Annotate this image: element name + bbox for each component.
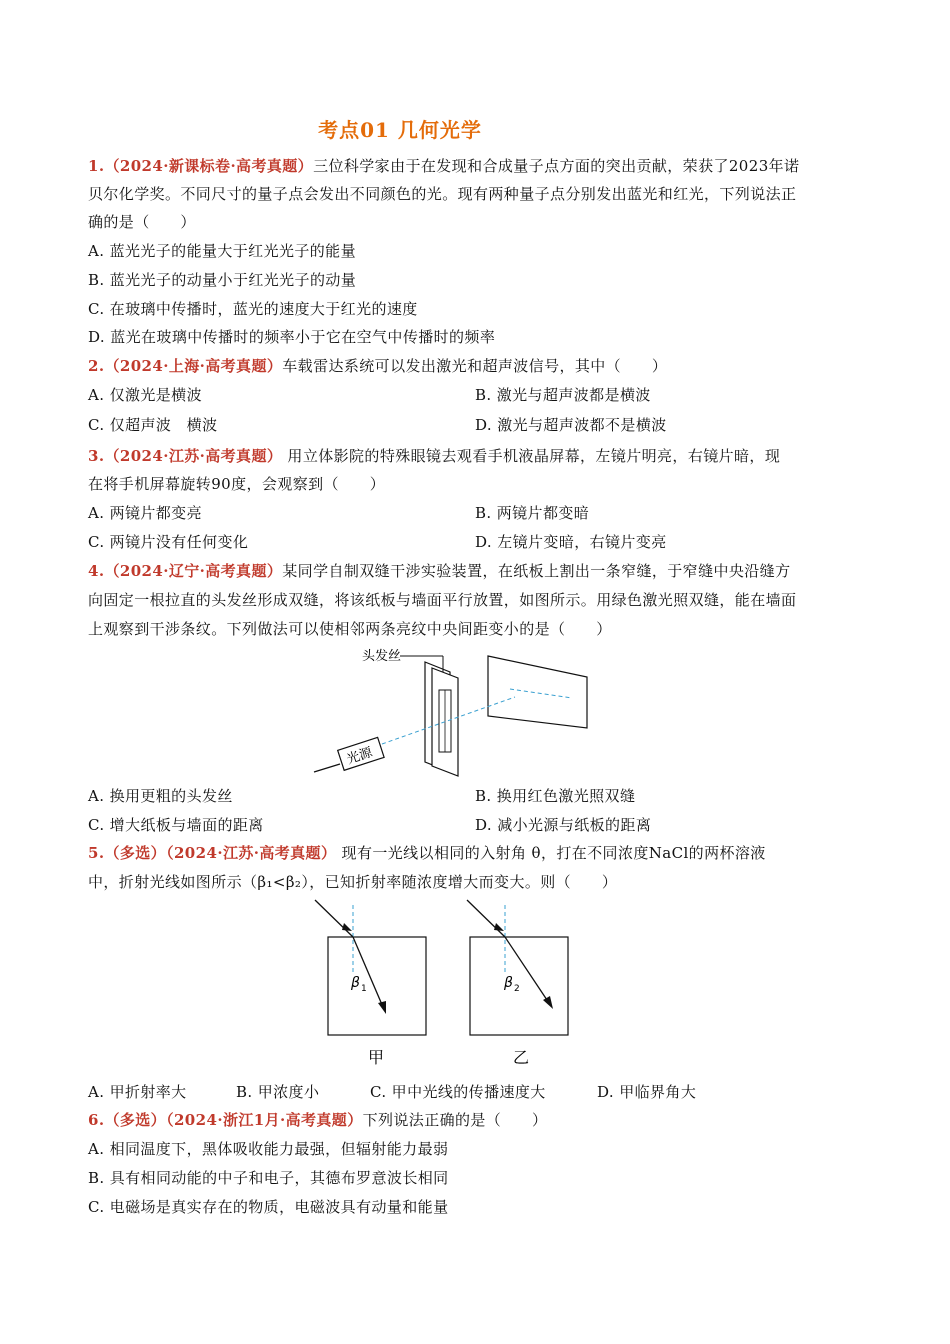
beta2-subscript: 2 xyxy=(514,984,520,994)
q5-number: 5. xyxy=(88,844,105,862)
q3-option-d: D. 左镜片变暗，右镜片变亮 xyxy=(475,533,667,551)
q3-option-a: A. 两镜片都变亮 xyxy=(88,504,202,522)
q1-option-c: C. 在玻璃中传播时，蓝光的速度大于红光的速度 xyxy=(88,300,418,318)
q4-stem-line3: 上观察到干涉条纹。下列做法可以使相邻两条亮纹中央间距变小的是（ ） xyxy=(88,620,612,638)
light-source xyxy=(338,737,384,770)
beta1-label: β xyxy=(351,975,360,991)
q2-option-b: B. 激光与超声波都是横波 xyxy=(475,386,651,404)
q2-number: 2. xyxy=(88,357,105,375)
incident-arrowhead-yi xyxy=(494,923,504,931)
q4-text-1: 某同学自制双缝干涉实验装置，在纸板上割出一条窄缝，于窄缝中央沿缝方 xyxy=(282,562,791,580)
q3-source: （2024·江苏·高考真题） xyxy=(104,447,283,465)
q5-option-c: C. 甲中光线的传播速度大 xyxy=(370,1083,546,1101)
q4-option-b: B. 换用红色激光照双缝 xyxy=(475,787,636,805)
cup-jia xyxy=(328,937,426,1035)
q5-option-d: D. 甲临界角大 xyxy=(597,1083,697,1101)
q2-stem-line1 xyxy=(88,356,863,376)
q5-stem-line1 xyxy=(88,843,863,863)
q2-option-c: C. 仅超声波 横波 xyxy=(88,416,218,434)
q2-text-1: 车载雷达系统可以发出激光和超声波信号，其中（ ） xyxy=(282,357,668,375)
q3-text-1: 用立体影院的特殊眼镜去观看手机液晶屏幕，左镜片明亮，右镜片暗，现 xyxy=(282,447,781,465)
q1-option-d: D. 蓝光在玻璃中传播时的频率小于它在空气中传播时的频率 xyxy=(88,328,496,346)
light-source-cable xyxy=(314,764,340,772)
q5-stem-line2: 中，折射光线如图所示（β₁<β₂），已知折射率随浓度增大而变大。则（ ） xyxy=(88,873,618,891)
q1-option-b: B. 蓝光光子的动量小于红光光子的动量 xyxy=(88,271,357,289)
refracted-arrowhead-yi xyxy=(543,996,553,1009)
q1-source: （2024·新课标卷·高考真题） xyxy=(104,157,314,175)
incident-arrowhead-jia xyxy=(342,923,352,931)
q1-text-1: 三位科学家由于在发现和合成量子点方面的突出贡献，荣获了2023年诺 xyxy=(313,157,800,175)
q3-stem-line2: 在将手机屏幕旋转90度，会观察到（ ） xyxy=(88,475,386,493)
q5-option-a: A. 甲折射率大 xyxy=(88,1083,187,1101)
q4-source: （2024·辽宁·高考真题） xyxy=(104,562,283,580)
q3-option-b: B. 两镜片都变暗 xyxy=(475,504,590,522)
q4-option-c: C. 增大纸板与墙面的距离 xyxy=(88,816,264,834)
page-title: 考点01 几何光学 xyxy=(318,118,482,142)
q6-option-a: A. 相同温度下，黑体吸收能力最强，但辐射能力最弱 xyxy=(88,1140,449,1158)
q6-option-c: C. 电磁场是真实存在的物质，电磁波具有动量和能量 xyxy=(88,1198,449,1216)
q1-stem-line3: 确的是（ ） xyxy=(88,213,196,231)
q4-number: 4. xyxy=(88,562,105,580)
q5-source: （多选）（2024·江苏·高考真题） xyxy=(104,844,337,862)
q1-stem-line1 xyxy=(88,156,863,176)
label-jia: 甲 xyxy=(368,1048,385,1067)
beta2-label: β xyxy=(504,975,513,991)
incident-ray-jia xyxy=(315,900,353,937)
q4-stem-line1 xyxy=(88,561,863,581)
q2-option-d: D. 激光与超声波都不是横波 xyxy=(475,416,667,434)
beta1-subscript: 1 xyxy=(361,984,367,994)
q3-stem-line1 xyxy=(88,446,863,466)
q3-option-c: C. 两镜片没有任何变化 xyxy=(88,533,249,551)
q1-number: 1. xyxy=(88,157,105,175)
q1-stem-line2: 贝尔化学奖。不同尺寸的量子点会发出不同颜色的光。现有两种量子点分别发出蓝光和红光，下列说法正 xyxy=(88,185,797,203)
q5-option-b: B. 甲浓度小 xyxy=(236,1083,320,1101)
double-slit-figure xyxy=(300,642,600,782)
hair-label: 头发丝 xyxy=(362,649,402,664)
q4-option-a: A. 换用更粗的头发丝 xyxy=(88,787,233,805)
q1-option-a: A. 蓝光光子的能量大于红光光子的能量 xyxy=(88,242,356,260)
wall-screen xyxy=(488,656,587,728)
q4-stem-line2: 向固定一根拉直的头发丝形成双缝，将该纸板与墙面平行放置，如图所示。用绿色激光照双缝，能在墙面 xyxy=(88,591,797,609)
q2-source: （2024·上海·高考真题） xyxy=(104,357,283,375)
q4-option-d: D. 减小光源与纸板的距离 xyxy=(475,816,652,834)
q6-stem-line1 xyxy=(88,1110,863,1130)
q5-text-1: 现有一光线以相同的入射角 θ，打在不同浓度NaCl的两杯溶液 xyxy=(336,844,766,862)
refracted-ray-jia xyxy=(353,937,383,1007)
q6-text-1: 下列说法正确的是（ ） xyxy=(362,1111,548,1129)
refraction-figure xyxy=(305,895,585,1075)
q6-source: （多选）（2024·浙江1月·高考真题） xyxy=(104,1111,363,1129)
q3-number: 3. xyxy=(88,447,105,465)
refracted-arrowhead-jia xyxy=(378,1001,386,1014)
light-source-label: 光源 xyxy=(344,745,375,768)
q6-option-b: B. 具有相同动能的中子和电子，其德布罗意波长相同 xyxy=(88,1169,449,1187)
incident-ray-yi xyxy=(467,900,505,937)
q2-option-a: A. 仅激光是横波 xyxy=(88,386,202,404)
refracted-ray-yi xyxy=(505,937,549,1003)
q6-number: 6. xyxy=(88,1111,105,1129)
label-yi: 乙 xyxy=(513,1048,530,1067)
